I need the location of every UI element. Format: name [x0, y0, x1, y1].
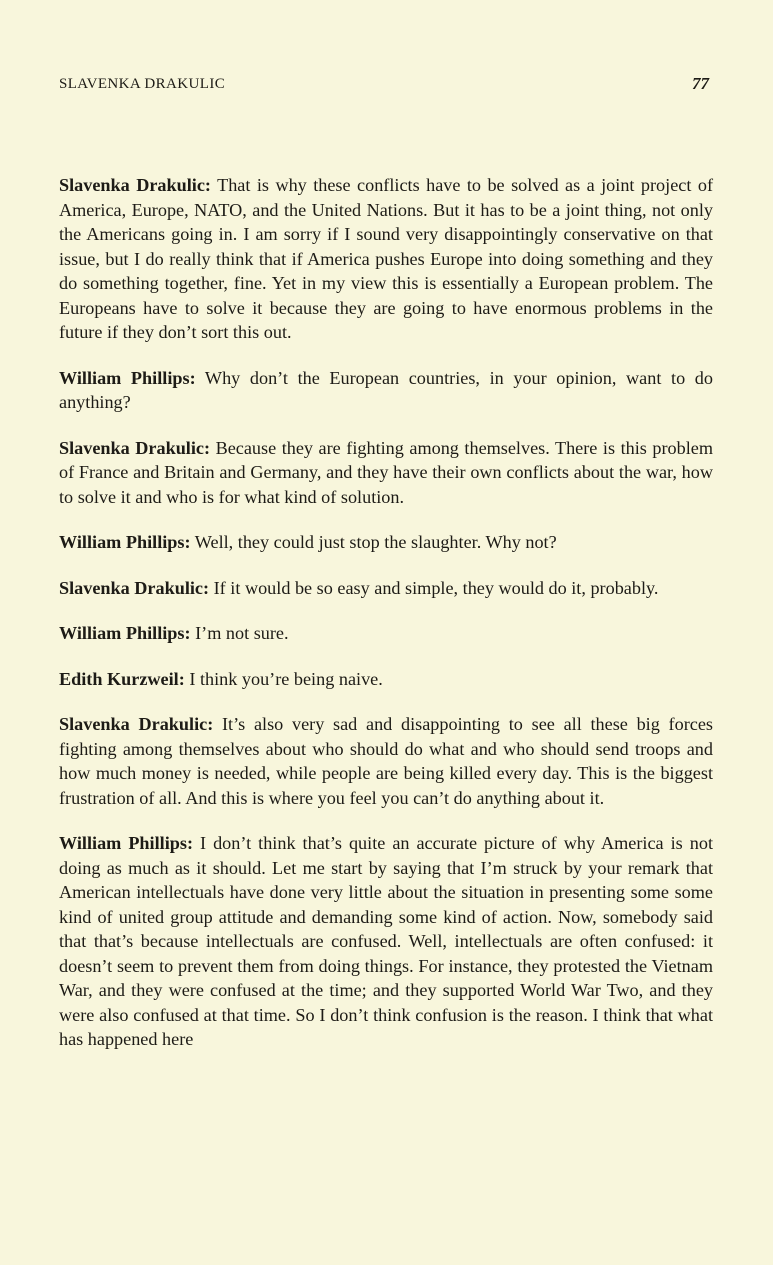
paragraph: [59, 576, 713, 601]
speaker-name: William Phillips:: [59, 367, 196, 388]
speaker-name: Slavenka Drakulic:: [59, 175, 211, 195]
paragraph: [59, 173, 713, 345]
speaker-name: Edith Kurzweil:: [59, 668, 185, 689]
paragraph: [59, 621, 713, 646]
speaker-name: William Phillips:: [59, 623, 191, 643]
paragraph-text: I’m not sure.: [195, 623, 289, 643]
speaker-name: William Phillips:: [59, 833, 194, 853]
speaker-name: Slavenka Drakulic:: [59, 577, 210, 598]
paragraph-text: It’s also very sad and disappointing to see all these big forces fighting among themselves about who should do what and who should send troops and how much money is needed, while people are being killed every day. This is the biggest frustration of all. And this is where you feel you can’t do anything about it.: [59, 714, 713, 808]
paragraph-text: Well, they could just stop the slaughter. Why not?: [194, 532, 557, 552]
paragraph: [59, 712, 713, 810]
speaker-name: Slavenka Drakulic:: [59, 437, 211, 458]
paragraph: [59, 667, 713, 692]
paragraph-text: Why don’t the European countries, in your opinion, want to do anything?: [59, 367, 713, 412]
paragraph-text: If it would be so easy and simple, they would do it, probably.: [213, 577, 659, 598]
page-number: 77: [692, 74, 709, 93]
paragraph-text: I think you’re being naive.: [189, 668, 383, 689]
page-body: [59, 173, 713, 1073]
paragraph: [59, 831, 713, 1052]
paragraph: [59, 436, 713, 510]
paragraph: [59, 366, 713, 415]
paragraph-text: I don’t think that’s quite an accurate picture of why America is not doing as much as it should. Let me start by saying that I’m struck by your remark that American intellectuals have done very little about the situation in presenting some some kind of united group attitude and demanding some kind of action. Now, somebody said that that’s because intellectuals are confused. Well, intellectuals are often confused: it doesn’t seem to prevent them from doing things. For instance, they protested the Vietnam War, and they were confused at the time; and they supported World War Two, and they were also confused at that time. So I don’t think confusion is the reason. I think that what has happened here: [59, 833, 714, 1049]
running-head-author: SLAVENKA DRAKULIC: [59, 76, 226, 92]
speaker-name: Slavenka Drakulic:: [59, 714, 214, 734]
paragraph-text: That is why these conflicts have to be solved as a joint project of America, Europe, NATO, and the United Nations. But it has to be a joint thing, not only the Americans going in. I am sorry if I sound very disappointingly conservative on that issue, but I do really think that if America pushes Europe into doing something and they do something together, fine. Yet in my view this is essentially a European problem. The Europeans have to solve it because they are going to have enormous problems in the future if they don’t sort this out.: [59, 175, 713, 342]
speaker-name: William Phillips:: [59, 532, 191, 552]
running-head: [59, 76, 711, 98]
paragraph-text: Because they are fighting among themselves. There is this problem of France and Britain and Germany, and they have their own conflicts about the war, how to solve it and who is for what kind of solution.: [59, 437, 713, 507]
paragraph: [59, 530, 713, 555]
